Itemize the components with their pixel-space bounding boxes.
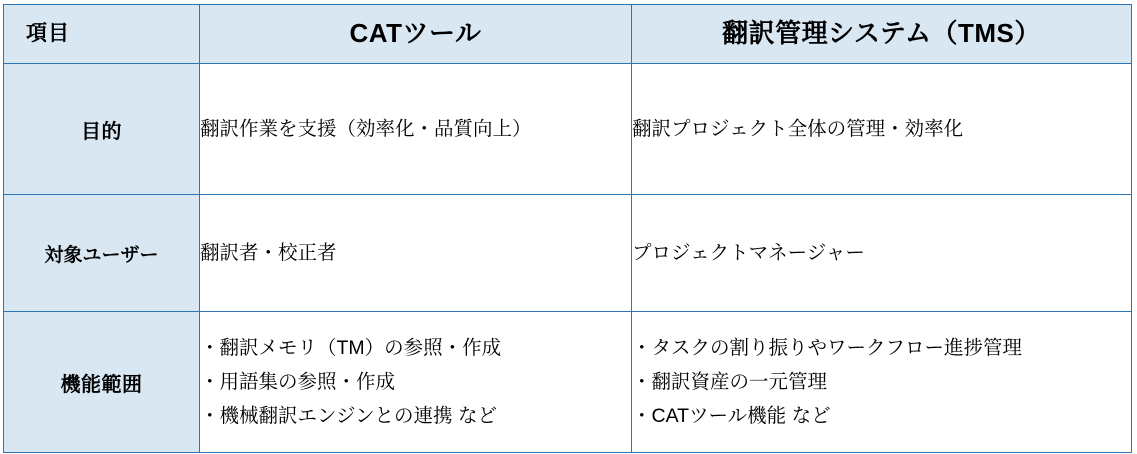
cell-line: ・機械翻訳エンジンとの連携 など: [200, 405, 497, 428]
cell-purpose-tms: [632, 64, 1132, 195]
cell-line: プロジェクトマネージャー: [632, 241, 865, 264]
table-row: [4, 64, 1132, 195]
cell-users-cat: [200, 195, 632, 312]
row-label-purpose: 目的: [4, 64, 200, 195]
header-cell-item: 項目: [4, 5, 200, 64]
cell-line: 翻訳作業を支援（効率化・品質向上）: [200, 117, 532, 140]
header-cell-cat-tool: CATツール: [200, 5, 632, 64]
cell-purpose-cat: [200, 64, 632, 195]
cell-line: 翻訳者・校正者: [200, 241, 337, 264]
cell-scope-tms: [632, 312, 1132, 453]
cell-line: ・翻訳メモリ（TM）の参照・作成: [200, 336, 502, 359]
cell-line: ・CATツール機能 など: [632, 405, 831, 428]
row-label-target-users: 対象ユーザー: [4, 195, 200, 312]
cell-line: ・翻訳資産の一元管理: [632, 370, 828, 393]
table-row: [4, 195, 1132, 312]
table-header-row: [4, 5, 1132, 64]
comparison-table: [3, 4, 1132, 453]
cell-users-tms: [632, 195, 1132, 312]
cell-line: ・タスクの割り振りやワークフロー進捗管理: [632, 336, 1023, 359]
cell-line: 翻訳プロジェクト全体の管理・効率化: [632, 117, 964, 140]
cell-scope-cat: [200, 312, 632, 453]
row-label-feature-scope: 機能範囲: [4, 312, 200, 453]
table-row: [4, 312, 1132, 453]
header-cell-tms: 翻訳管理システム（TMS）: [632, 5, 1132, 64]
cell-line: ・用語集の参照・作成: [200, 370, 396, 393]
